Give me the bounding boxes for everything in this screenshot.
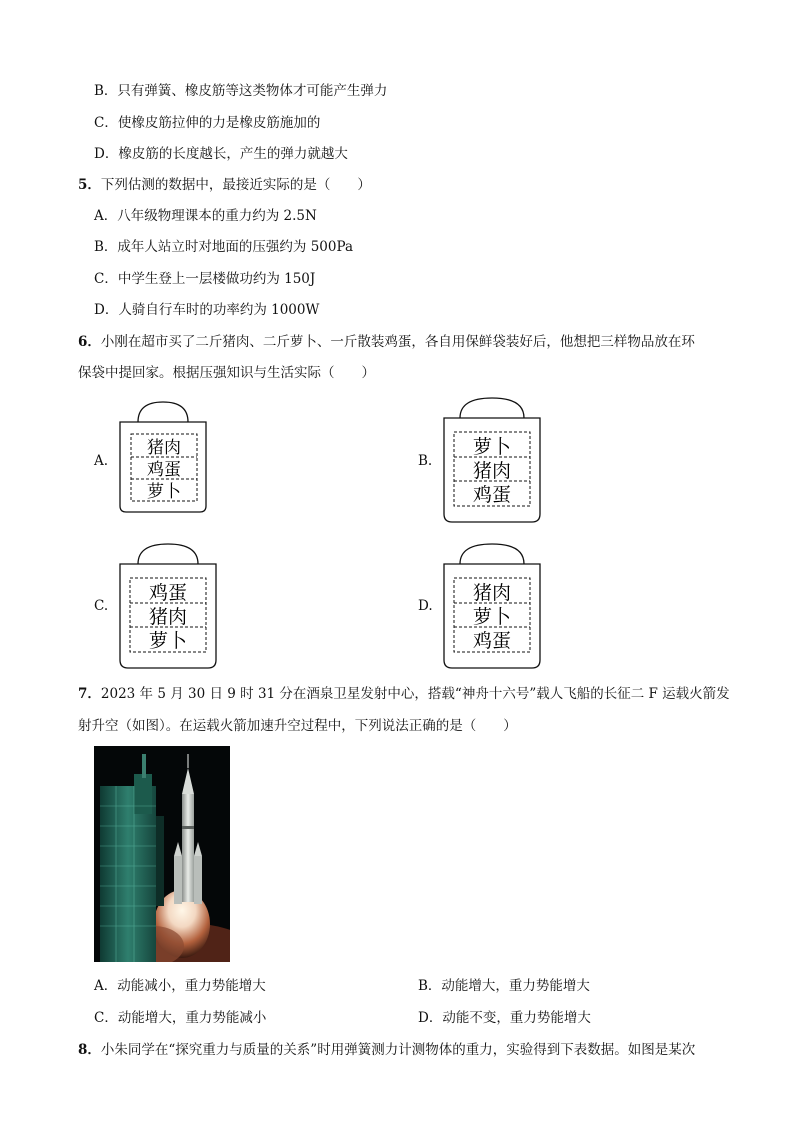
q7-option-a: A．动能减小，重力势能增大 bbox=[94, 978, 266, 994]
bag-d-item-2: 萝卜 bbox=[472, 606, 512, 628]
q4-option-b: B．只有弹簧、橡皮筋等这类物体才可能产生弹力 bbox=[94, 83, 388, 99]
q6-option-a-label: A. bbox=[94, 453, 109, 469]
rocket-launch-photo bbox=[94, 746, 230, 962]
q7-stem-line2: 射升空（如图）。在运载火箭加速升空过程中，下列说法正确的是（ ） bbox=[78, 718, 517, 734]
bag-b-item-2: 猪肉 bbox=[472, 460, 512, 482]
bag-c-item-1: 鸡蛋 bbox=[148, 582, 188, 604]
bag-a-item-2: 鸡蛋 bbox=[147, 460, 181, 480]
q4-option-c: C．使橡皮筋拉伸的力是橡皮筋施加的 bbox=[94, 115, 321, 131]
q7-option-d: D．动能不变，重力势能增大 bbox=[418, 1010, 591, 1026]
q5-option-b: B．成年人站立时对地面的压强约为 500Pa bbox=[94, 239, 354, 255]
q5-stem-text: 下列估测的数据中，最接近实际的是（ ） bbox=[100, 177, 371, 193]
q6-number: 6． bbox=[78, 334, 101, 350]
bag-diagram-c bbox=[114, 540, 222, 674]
bag-a-item-3: 萝卜 bbox=[147, 482, 181, 502]
q6-stem-line1 bbox=[78, 333, 695, 351]
q7-option-b: B．动能增大，重力势能增大 bbox=[418, 978, 590, 994]
q5-option-a: A．八年级物理课本的重力约为 2.5N bbox=[94, 208, 317, 224]
q6-option-b-label: B. bbox=[418, 453, 433, 469]
q4-option-d: D．橡皮筋的长度越长，产生的弹力就越大 bbox=[94, 146, 348, 162]
bag-b-item-1: 萝卜 bbox=[472, 436, 512, 458]
q6-option-c-label: C. bbox=[94, 598, 109, 614]
bag-diagram-d bbox=[438, 540, 546, 674]
q6-option-d-label: D. bbox=[418, 598, 433, 614]
q8-stem-text: 小朱同学在“探究重力与质量的关系”时用弹簧测力计测物体的重力，实验得到下表数据。如图是某次 bbox=[100, 1042, 696, 1058]
q6-stem-text: 小刚在超市买了二斤猪肉、二斤萝卜、一斤散装鸡蛋，各自用保鲜袋装好后，他想把三样物品放在环 bbox=[100, 334, 695, 350]
bag-diagram-b bbox=[438, 394, 546, 528]
q5-number: 5． bbox=[78, 177, 101, 193]
bag-d-item-1: 猪肉 bbox=[472, 582, 512, 604]
q5-stem bbox=[78, 176, 371, 194]
bag-a-item-1: 猪肉 bbox=[147, 438, 181, 458]
q8-number: 8． bbox=[78, 1042, 101, 1058]
q6-stem-line2: 保袋中提回家。根据压强知识与生活实际（ ） bbox=[78, 365, 375, 381]
q7-stem-text: 2023 年 5 月 30 日 9 时 31 分在酒泉卫星发射中心，搭载“神舟十六号”载人飞船的长征二 F 运载火箭发 bbox=[100, 686, 730, 702]
bag-c-item-3: 萝卜 bbox=[148, 630, 188, 652]
q5-option-c: C．中学生登上一层楼做功约为 150J bbox=[94, 271, 316, 287]
q8-stem-line1 bbox=[78, 1041, 695, 1059]
q7-stem-line1 bbox=[78, 685, 730, 703]
bag-d-item-3: 鸡蛋 bbox=[472, 630, 512, 652]
q7-option-c: C．动能增大，重力势能减小 bbox=[94, 1010, 267, 1026]
bag-b-item-3: 鸡蛋 bbox=[472, 484, 512, 506]
bag-c-item-2: 猪肉 bbox=[148, 606, 188, 628]
q5-option-d: D．人骑自行车时的功率约为 1000W bbox=[94, 302, 320, 318]
bag-diagram-a bbox=[110, 398, 214, 518]
q7-number: 7． bbox=[78, 686, 101, 702]
